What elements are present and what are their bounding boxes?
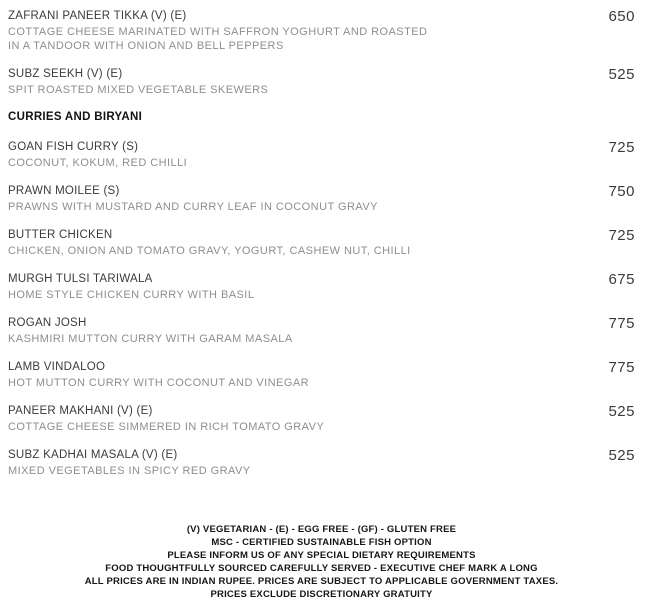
item-text — [8, 448, 596, 478]
item-price: 525 — [608, 447, 635, 464]
item-description: IN A TANDOOR WITH ONION AND BELL PEPPERS — [8, 40, 284, 52]
item-name: SUBZ KADHAI MASALA (V) (E) — [8, 449, 178, 461]
footer-taxes-line: ALL PRICES ARE IN INDIAN RUPEE. PRICES ARE SUBJECT TO APPLICABLE GOVERNMENT TAXES. — [84, 576, 559, 587]
item-price: 775 — [608, 315, 635, 332]
item-text — [8, 228, 596, 258]
menu-item — [8, 360, 635, 390]
footer-msc-line: MSC - CERTIFIED SUSTAINABLE FISH OPTION — [211, 537, 432, 548]
item-description: MIXED VEGETABLES IN SPICY RED GRAVY — [8, 465, 251, 477]
menu-item — [8, 9, 635, 53]
menu-item — [8, 140, 635, 170]
menu-item — [8, 448, 635, 478]
item-name: GOAN FISH CURRY (S) — [8, 141, 139, 153]
item-text — [8, 272, 596, 302]
item-name: PRAWN MOILEE (S) — [8, 185, 120, 197]
menu-item — [8, 67, 635, 97]
item-price: 725 — [608, 139, 635, 156]
item-description: HOME STYLE CHICKEN CURRY WITH BASIL — [8, 289, 255, 301]
item-text — [8, 9, 596, 53]
item-text — [8, 184, 596, 214]
menu-item — [8, 184, 635, 214]
menu-item — [8, 228, 635, 258]
item-name: ZAFRANI PANEER TIKKA (V) (E) — [8, 10, 187, 22]
item-text — [8, 67, 596, 97]
menu-item — [8, 404, 635, 434]
item-text — [8, 316, 596, 346]
item-description: COTTAGE CHEESE MARINATED WITH SAFFRON YOGHURT AND ROASTED — [8, 26, 428, 38]
item-text — [8, 404, 596, 434]
item-price: 775 — [608, 359, 635, 376]
item-description: COCONUT, KOKUM, RED CHILLI — [8, 157, 188, 169]
item-text — [8, 140, 596, 170]
item-description: KASHMIRI MUTTON CURRY WITH GARAM MASALA — [8, 333, 293, 345]
item-price: 650 — [608, 8, 635, 25]
section-header-curries-and-biryani: CURRIES AND BIRYANI — [8, 111, 143, 123]
item-name: SUBZ SEEKH (V) (E) — [8, 68, 123, 80]
footer-legend-line: (V) VEGETARIAN - (E) - EGG FREE - (GF) - GLUTEN FREE — [186, 524, 457, 535]
item-name: LAMB VINDALOO — [8, 361, 106, 373]
menu-footer — [8, 523, 635, 601]
item-price: 525 — [608, 403, 635, 420]
item-name: ROGAN JOSH — [8, 317, 87, 329]
footer-dietary-line: PLEASE INFORM US OF ANY SPECIAL DIETARY REQUIREMENTS — [167, 550, 476, 561]
footer-chef-line: FOOD THOUGHTFULLY SOURCED CAREFULLY SERVED - EXECUTIVE CHEF MARK A LONG — [105, 563, 538, 574]
footer-gratuity-line: PRICES EXCLUDE DISCRETIONARY GRATUITY — [210, 589, 433, 600]
item-description: CHICKEN, ONION AND TOMATO GRAVY, YOGURT, CASHEW NUT, CHILLI — [8, 245, 411, 257]
item-description: SPIT ROASTED MIXED VEGETABLE SKEWERS — [8, 84, 269, 96]
item-price: 675 — [608, 271, 635, 288]
item-price: 525 — [608, 66, 635, 83]
item-text — [8, 360, 596, 390]
item-name: PANEER MAKHANI (V) (E) — [8, 405, 153, 417]
menu-item — [8, 316, 635, 346]
item-description: PRAWNS WITH MUSTARD AND CURRY LEAF IN COCONUT GRAVY — [8, 201, 378, 213]
item-description: COTTAGE CHEESE SIMMERED IN RICH TOMATO GRAVY — [8, 421, 325, 433]
item-price: 725 — [608, 227, 635, 244]
menu-item — [8, 272, 635, 302]
item-price: 750 — [608, 183, 635, 200]
item-name: MURGH TULSI TARIWALA — [8, 273, 153, 285]
item-description: HOT MUTTON CURRY WITH COCONUT AND VINEGAR — [8, 377, 310, 389]
item-name: BUTTER CHICKEN — [8, 229, 113, 241]
